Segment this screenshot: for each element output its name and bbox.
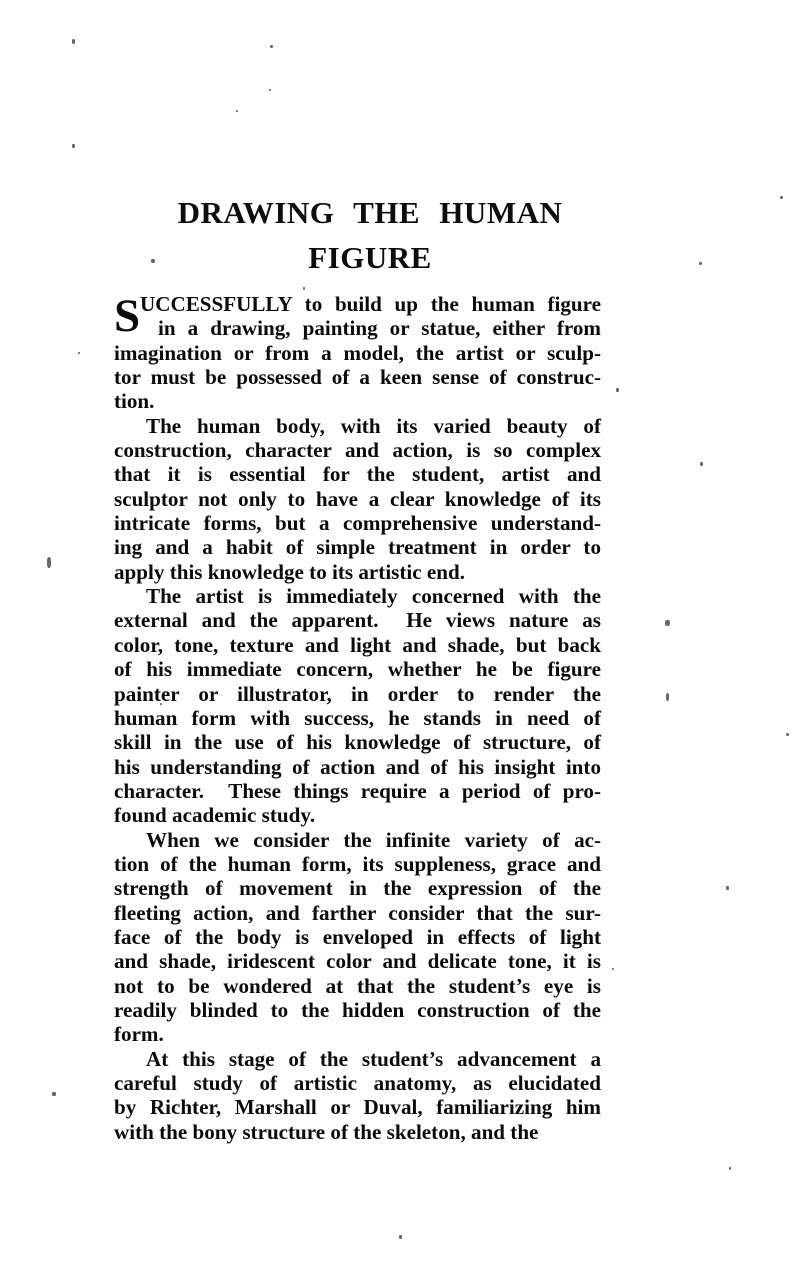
- scan-speck: [780, 196, 783, 199]
- text-line: skill in the use of his knowledge of structure, of: [114, 730, 601, 755]
- text-line: fleeting action, and farther consider that the sur-: [114, 900, 601, 925]
- text-line: construction, character and action, is so complex: [114, 438, 601, 463]
- paragraph: [114, 584, 601, 827]
- text-line: imagination or from a model, the artist or sculp-: [114, 340, 601, 365]
- text-line: tion of the human form, its suppleness, grace and: [114, 851, 601, 876]
- scan-speck: [399, 1235, 402, 1239]
- text-line: careful study of artistic anatomy, as elucidated: [114, 1071, 601, 1095]
- title-line-1: DRAWING THE HUMAN: [177, 195, 563, 230]
- text-line: his understanding of action and of his insight into: [114, 754, 601, 779]
- text-line: by Richter, Marshall or Duval, familiarizing him: [114, 1095, 601, 1120]
- text-line: form.: [114, 1022, 164, 1047]
- scan-speck: [72, 39, 75, 44]
- text-line: color, tone, texture and light and shade, but back: [114, 632, 601, 657]
- scan-speck: [72, 144, 75, 148]
- text-line: tor must be possessed of a keen sense of construc-: [114, 365, 601, 390]
- scan-speck: [270, 45, 273, 48]
- text-line: with the bony structure of the skeleton, and the: [114, 1119, 539, 1144]
- title-line-2: FIGURE: [308, 240, 432, 275]
- text-line: in a drawing, painting or statue, either from: [158, 316, 601, 341]
- text-line: The artist is immediately concerned with the: [146, 584, 601, 609]
- text-line: external and the apparent. He views nature as: [114, 608, 601, 633]
- scan-speck: [726, 886, 729, 890]
- text-line: When we consider the infinite variety of ac-: [146, 827, 601, 852]
- text-line: human form with success, he stands in need of: [114, 705, 601, 730]
- text-line: that it is essential for the student, artist and: [114, 462, 601, 487]
- paragraph: [114, 292, 601, 414]
- scan-speck: [612, 968, 614, 970]
- scan-speck: [616, 388, 619, 392]
- text-line: readily blinded to the hidden construction of the: [114, 997, 601, 1022]
- text-line: sculptor not only to have a clear knowledge of its: [114, 486, 601, 511]
- scan-speck: [699, 262, 702, 265]
- text-line: tion.: [114, 389, 155, 414]
- scan-speck: [47, 557, 51, 568]
- page-title: [100, 190, 640, 280]
- text-line: face of the body is enveloped in effects of light: [114, 924, 601, 949]
- paragraph: [114, 414, 601, 584]
- paragraph: [114, 1047, 601, 1144]
- scan-speck: [269, 89, 271, 91]
- text-line: character. These things require a period of pro-: [114, 778, 601, 803]
- drop-cap: S: [114, 290, 141, 342]
- paragraph: [114, 828, 601, 1047]
- scan-speck: [666, 693, 669, 701]
- text-line: The human body, with its varied beauty of: [146, 413, 601, 438]
- text-line: of his immediate concern, whether he be figure: [114, 657, 601, 682]
- text-line: ing and a habit of simple treatment in order to: [114, 535, 601, 560]
- scan-speck: [786, 733, 789, 736]
- body-text: [114, 292, 601, 1144]
- scan-speck: [52, 1092, 56, 1096]
- scan-speck: [700, 462, 703, 466]
- scan-speck: [236, 110, 238, 112]
- text-line: At this stage of the student’s advancement a: [146, 1046, 601, 1071]
- text-line: apply this knowledge to its artistic end.: [114, 559, 466, 584]
- text-line: intricate forms, but a comprehensive understand-: [114, 511, 601, 536]
- scan-speck: [729, 1167, 731, 1170]
- scan-speck: [665, 620, 670, 626]
- text-line: UCCESSFULLY to build up the human figure: [140, 292, 601, 316]
- text-line: strength of movement in the expression of the: [114, 876, 601, 901]
- text-line: and shade, iridescent color and delicate tone, it is: [114, 949, 601, 974]
- text-line: found academic study.: [114, 803, 316, 828]
- text-line: not to be wondered at that the student’s eye is: [114, 973, 601, 998]
- text-line: painter or illustrator, in order to render the: [114, 681, 601, 706]
- scan-speck: [303, 287, 305, 290]
- scan-speck: [78, 352, 80, 354]
